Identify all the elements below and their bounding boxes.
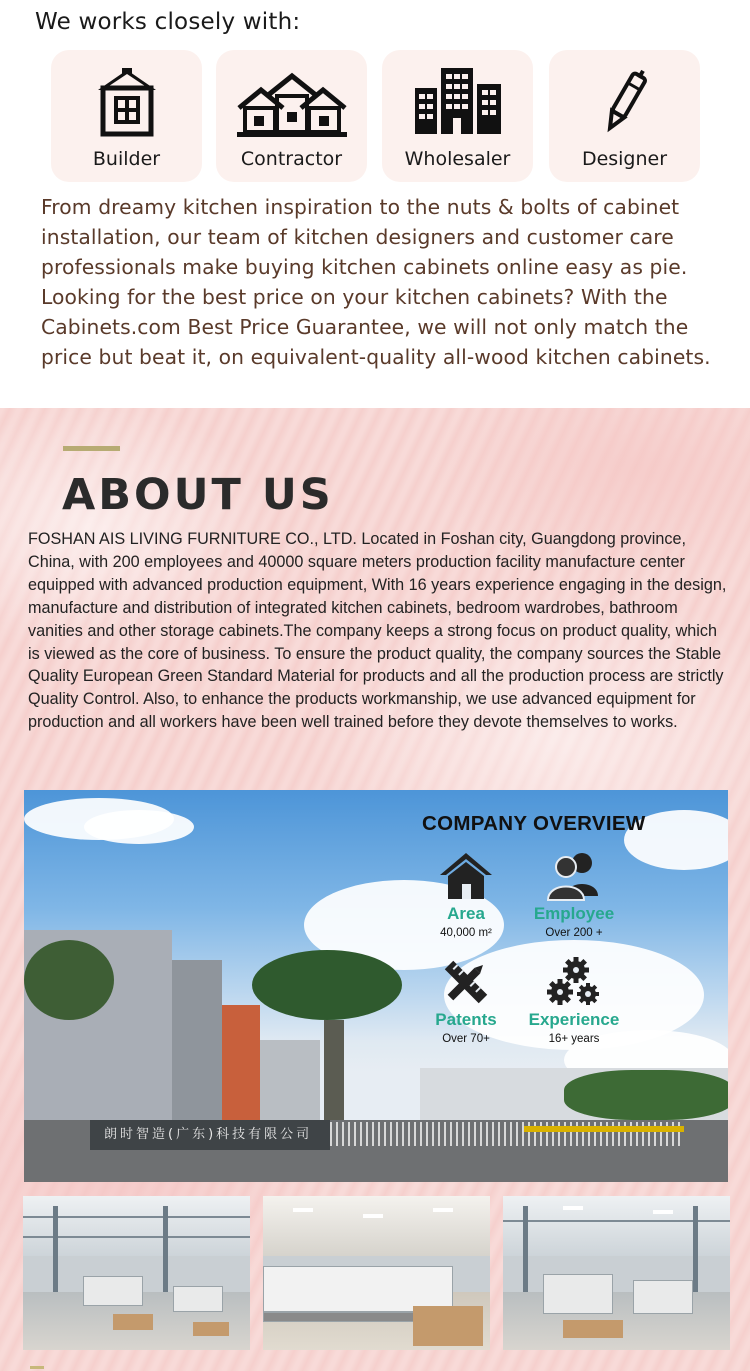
stat-value: Over 70+: [442, 1033, 490, 1045]
ceiling-light: [653, 1210, 673, 1214]
gears-icon: [546, 956, 602, 1008]
partner-label: Builder: [92, 148, 161, 170]
stat-name: Patents: [435, 1010, 497, 1029]
title-accent-bar: [63, 446, 120, 451]
overview-title: COMPANY OVERVIEW: [422, 812, 646, 835]
tree-row: [564, 1070, 728, 1120]
factory-ceiling: [263, 1196, 490, 1256]
house-window-icon: [94, 66, 160, 138]
cloud-shape: [84, 810, 194, 844]
office-building: [260, 1040, 320, 1120]
buildings-icon: [413, 66, 503, 138]
office-building: [172, 960, 222, 1120]
ceiling-light: [363, 1214, 383, 1218]
partner-card-wholesaler: [382, 50, 533, 182]
ceiling-light: [293, 1208, 313, 1212]
company-overview-banner: [24, 790, 728, 1182]
section-accent-bar: [30, 1366, 44, 1369]
people-icon: [546, 850, 602, 902]
machine: [633, 1280, 693, 1314]
house-icon: [438, 850, 494, 902]
partner-label: Contractor: [240, 148, 343, 170]
partner-card-contractor: [216, 50, 367, 182]
stat-name: Experience: [528, 1010, 620, 1029]
partner-list: [51, 50, 701, 182]
office-building: [222, 1005, 260, 1120]
partners-section: [0, 0, 750, 408]
wood-boards: [413, 1306, 483, 1346]
ceiling-light: [433, 1208, 453, 1212]
yellow-barrier: [524, 1126, 684, 1132]
about-paragraph: FOSHAN AIS LIVING FURNITURE CO., LTD. Located in Foshan city, Guangdong province, China, with 200 employees and 40000 square meters production facility manufacture center equipped with advanced production equipment, With 16 years experience engaging in the design, manufacture and distribution of integrated kitchen cabinets, bedroom wardrobes, bathroom vanities and other storage cabinets.The company keeps a strong focus on product quality, which is viewed as the core of business. To ensure the product quality, the company sources the Stable Quality European Green Standard Material for products and all the production process are strictly Quality Control. Also, to enhance the products workmanship, we use advanced equipment for production and all workers have been well trained before they devote themselves to works.: [28, 530, 727, 732]
partner-card-designer: [549, 50, 700, 182]
factory-photo-2: [263, 1196, 490, 1350]
factory-photo-1: [23, 1196, 250, 1350]
works-heading: We works closely with:: [35, 9, 301, 35]
houses-row-icon: [237, 66, 347, 138]
stat-name: Area: [447, 904, 485, 923]
machine: [83, 1276, 143, 1306]
stat-name: Employee: [533, 904, 615, 923]
wood-panels: [193, 1322, 229, 1336]
palm-trees: [252, 950, 402, 1020]
tree: [24, 940, 114, 1020]
stat-value: 40,000 m²: [440, 927, 492, 939]
machine: [173, 1286, 223, 1312]
stat-experience: [504, 956, 644, 1045]
about-title: ABOUT US: [62, 470, 334, 520]
stat-value: 16+ years: [548, 1033, 600, 1045]
about-section: [0, 408, 750, 1371]
ceiling-light: [563, 1206, 583, 1210]
wood-panels: [563, 1320, 623, 1338]
stat-employee: [504, 850, 644, 939]
partner-card-builder: [51, 50, 202, 182]
partner-label: Designer: [581, 148, 668, 170]
wood-panels: [113, 1314, 153, 1330]
partner-label: Wholesaler: [404, 148, 511, 170]
palm-trunk: [324, 1020, 344, 1120]
pen-icon: [592, 66, 658, 138]
ruler-pencil-icon: [438, 956, 494, 1008]
stat-value: Over 200 +: [545, 927, 603, 939]
machine: [543, 1274, 613, 1314]
intro-paragraph: From dreamy kitchen inspiration to the nuts & bolts of cabinet installation, our team of kitchen designers and customer care professionals make buying kitchen cabinets online easy as pie. Looking for the best price on your kitchen cabinets? With the Cabinets.com Best Price Guarantee, we will not only match the price but beat it, on equivalent-quality all-wood kitchen cabinets.: [41, 195, 711, 369]
company-sign: 朗时智造(广东)科技有限公司: [90, 1120, 330, 1150]
factory-photo-3: [503, 1196, 730, 1350]
